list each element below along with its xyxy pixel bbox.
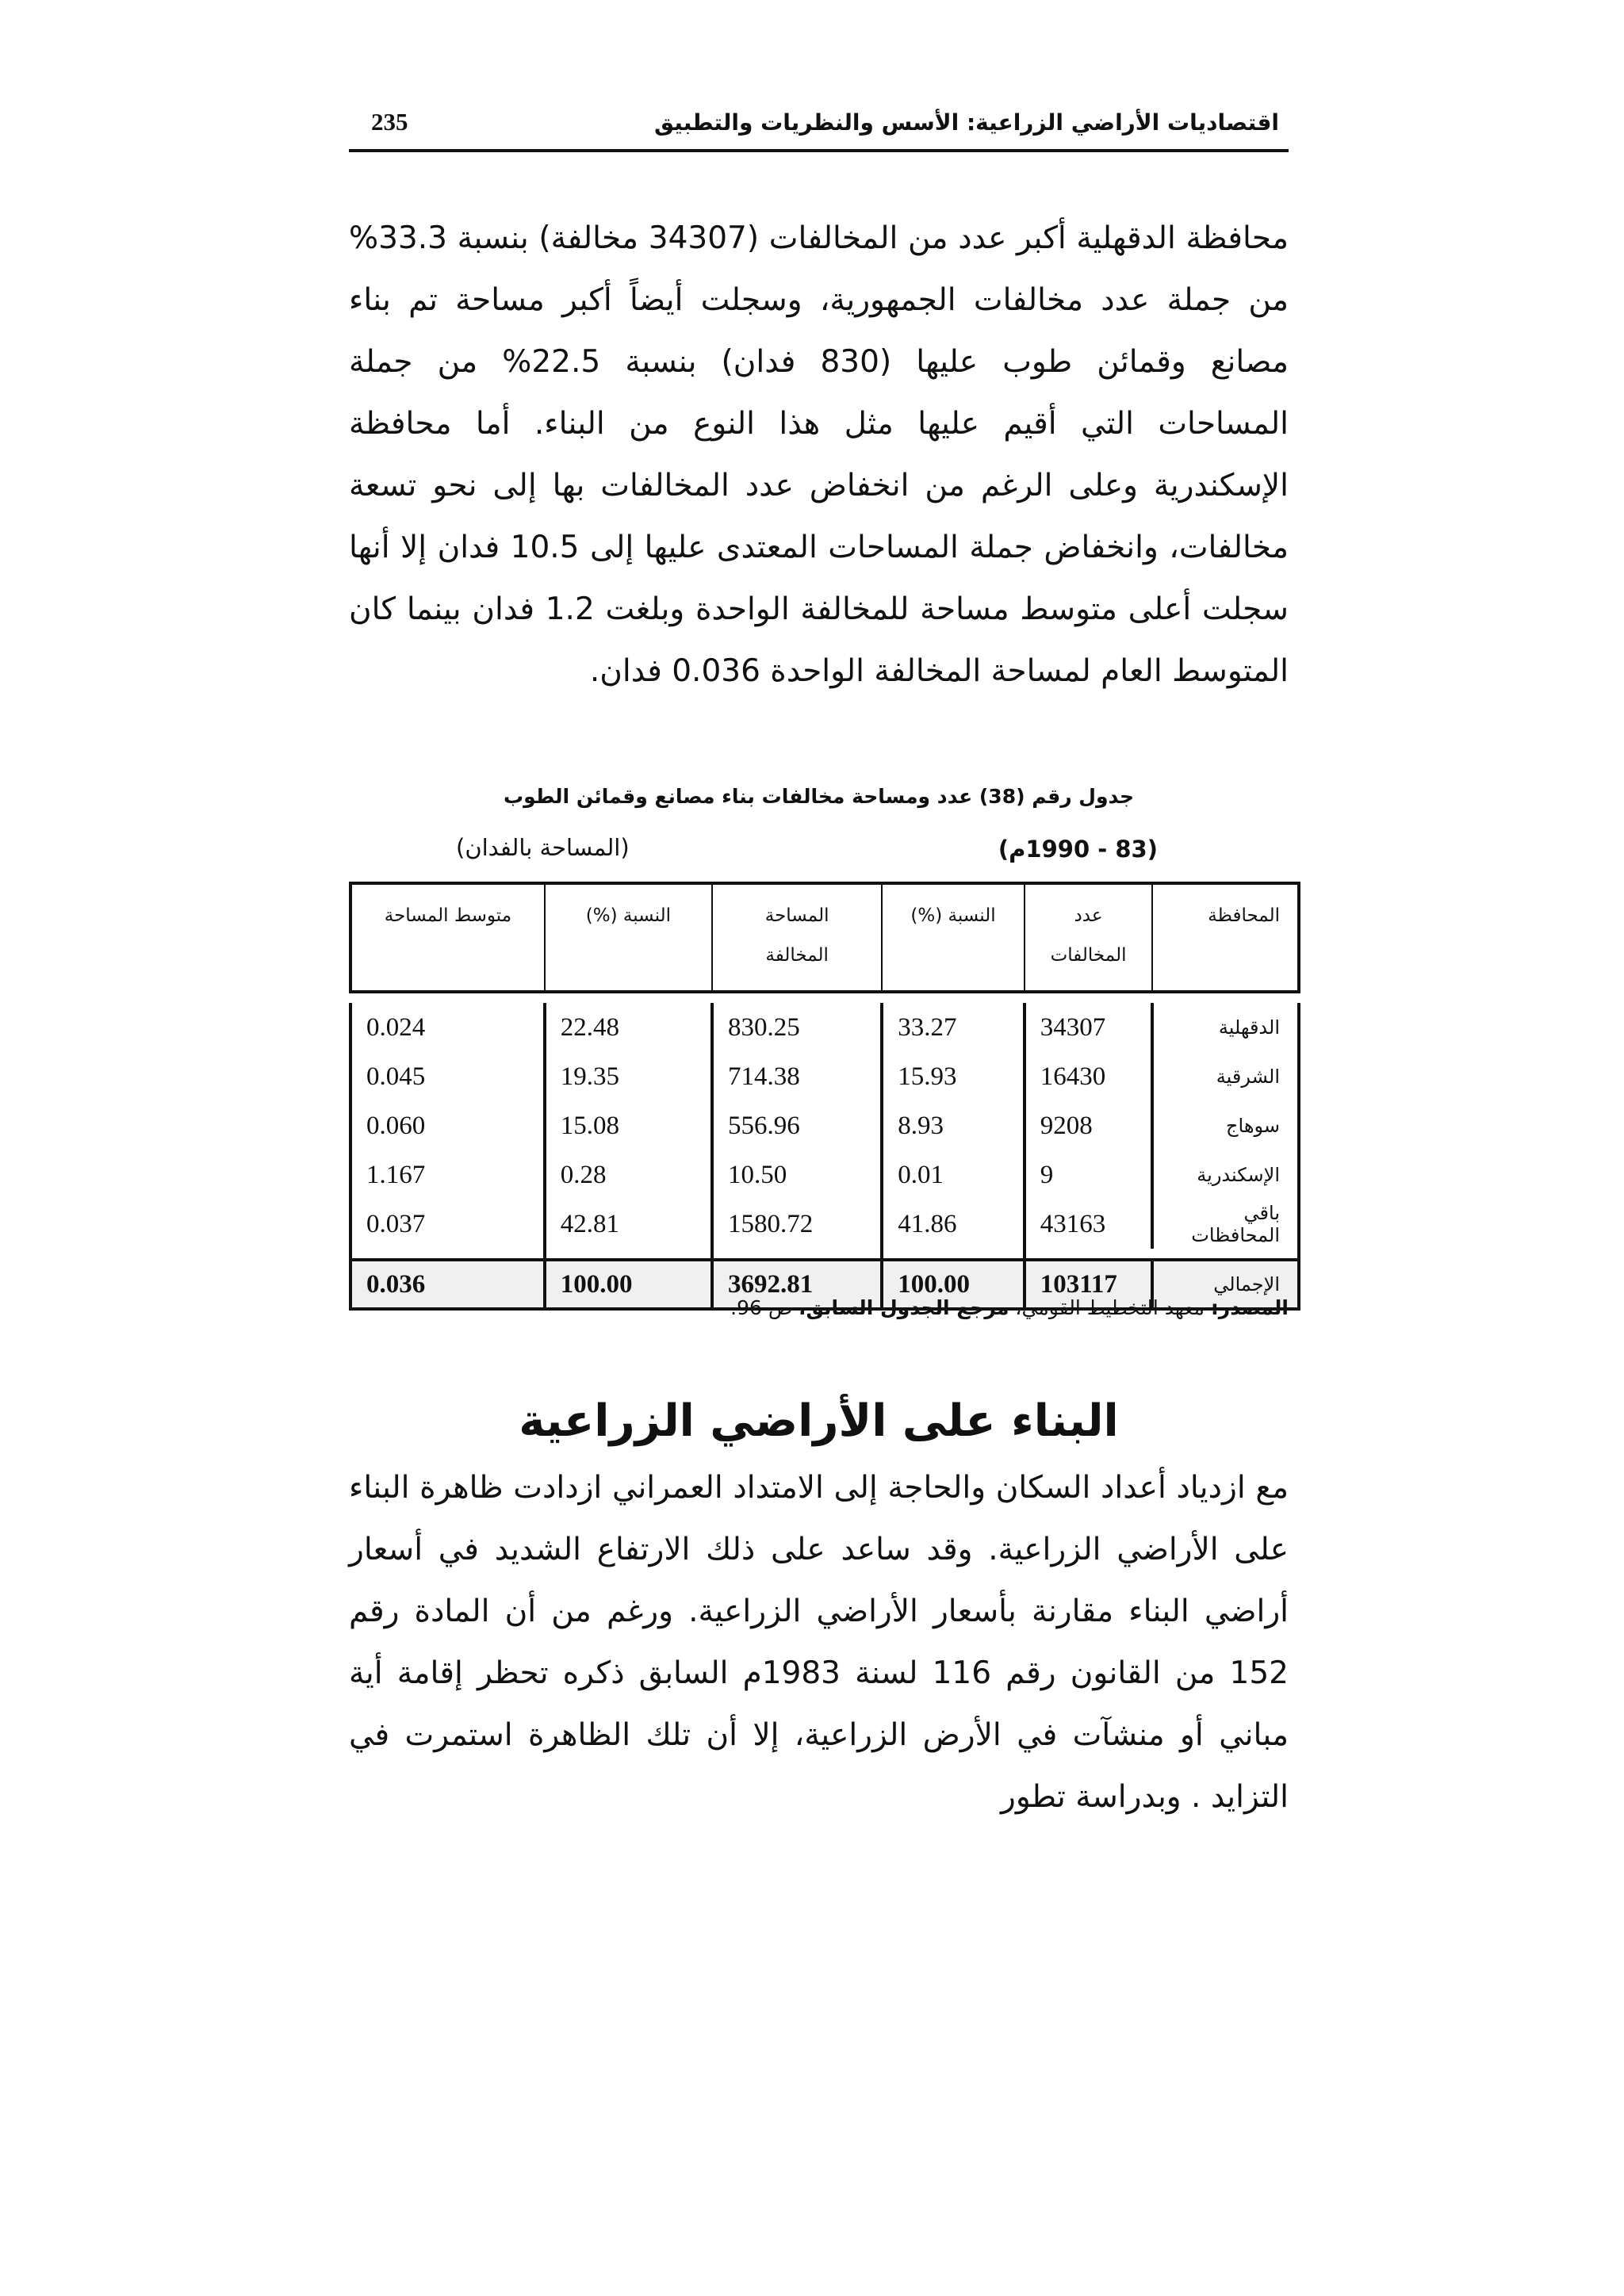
paragraph-intro: محافظة الدقهلية أكبر عدد من المخالفات (34307 مخالفة) بنسبة 33.3% من جملة عدد مخالفات الجمهورية، وسجلت أيضاً أكبر مساحة تم بناء مصانع وقمائن طوب عليها (830 فدان) بنسبة 22.5% من جملة المساحات التي أقيم عليها مثل هذا النوع من البناء. أما محافظة الإسكندرية وعلى الرغم من انخفاض عدد المخالفات بها إلى نحو تسعة مخالفات، وانخفاض جملة المساحات المعتدى عليها إلى 10.5 فدان إلا أنها سجلت أعلى متوسط مساحة للمخالفة الواحدة وبلغت 1.2 فدان بينما كان المتوسط العام لمساحة المخالفة الواحدة 0.036 فدان.: [349, 220, 1289, 689]
header-count-pct: النسبة (%): [882, 883, 1024, 992]
cell-governorate: سوهاج: [1152, 1101, 1299, 1150]
header-avg-area: متوسط المساحة: [350, 883, 545, 992]
cell-count-pct: 15.93: [882, 1052, 1024, 1101]
source-label: المصدر:: [1210, 1296, 1289, 1319]
cell-count-pct: 33.27: [882, 1003, 1024, 1052]
cell-total-avg: 0.036: [350, 1260, 545, 1309]
header-governorate: المحافظة: [1152, 883, 1299, 992]
cell-count: 9: [1025, 1150, 1153, 1200]
cell-count-pct: 0.01: [882, 1150, 1024, 1200]
cell-area-pct: 0.28: [545, 1150, 712, 1200]
cell-area: 10.50: [712, 1150, 882, 1200]
source-text: معهد التخطيط القومي،: [1015, 1296, 1205, 1319]
source-ref: مرجع الجدول السابق،: [799, 1296, 1009, 1319]
cell-area-pct: 19.35: [545, 1052, 712, 1101]
header-area-pct: النسبة (%): [545, 883, 712, 992]
cell-total-area: 3692.81: [712, 1260, 882, 1309]
cell-governorate: باقي المحافظات: [1152, 1200, 1299, 1249]
table-row: [350, 1003, 1299, 1052]
cell-area-pct: 15.08: [545, 1101, 712, 1150]
table-title: جدول رقم (38) عدد ومساحة مخالفات بناء مصانع وقمائن الطوب: [504, 785, 1134, 808]
header-count: عدد المخالفات: [1025, 883, 1153, 992]
cell-governorate: الدقهلية: [1152, 1003, 1299, 1052]
cell-area: 556.96: [712, 1101, 882, 1150]
cell-area-pct: 42.81: [545, 1200, 712, 1249]
table-spacer: [350, 1249, 1299, 1260]
running-header: [349, 101, 1289, 152]
cell-count-pct: 8.93: [882, 1101, 1024, 1150]
cell-total-area-pct: 100.00: [545, 1260, 712, 1309]
cell-count: 43163: [1025, 1200, 1153, 1249]
table-spacer: [350, 992, 1299, 1003]
cell-avg: 0.037: [350, 1200, 545, 1249]
table-subline: [349, 832, 1289, 872]
section-heading: البناء على الأراضي الزراعية: [519, 1395, 1119, 1447]
table-row: [350, 1150, 1299, 1200]
cell-area: 714.38: [712, 1052, 882, 1101]
cell-avg: 1.167: [350, 1150, 545, 1200]
cell-governorate: الإسكندرية: [1152, 1150, 1299, 1200]
cell-total-label: الإجمالي: [1152, 1260, 1299, 1309]
cell-avg: 0.045: [350, 1052, 545, 1101]
table-period: (83 - 1990م): [998, 836, 1158, 863]
header-area: المساحة المخالفة: [712, 883, 882, 992]
cell-count-pct: 41.86: [882, 1200, 1024, 1249]
table-row: [350, 1052, 1299, 1101]
paragraph-section: مع ازدياد أعداد السكان والحاجة إلى الامتداد العمراني ازدادت ظاهرة البناء على الأراضي الزراعية. وقد ساعد على ذلك الارتفاع الشديد في أسعار أراضي البناء مقارنة بأسعار الأراضي الزراعية. ورغم من أن المادة رقم 152 من القانون رقم 116 لسنة 1983م السابق ذكره تحظر إقامة أية مباني أو منشآت في الأرض الزراعية، إلا أن تلك الظاهرة استمرت في التزايد . وبدراسة تطور: [349, 1470, 1289, 1815]
cell-avg: 0.024: [350, 1003, 545, 1052]
cell-area: 830.25: [712, 1003, 882, 1052]
cell-count: 9208: [1025, 1101, 1153, 1150]
page-number: 235: [371, 108, 408, 136]
table-row: [350, 1101, 1299, 1150]
cell-governorate: الشرقية: [1152, 1052, 1299, 1101]
source-page: ص 96.: [730, 1296, 793, 1319]
cell-area: 1580.72: [712, 1200, 882, 1249]
cell-total-count: 103117: [1025, 1260, 1153, 1309]
cell-count: 34307: [1025, 1003, 1153, 1052]
table-source: [349, 1296, 1289, 1319]
table-header-row: [350, 883, 1299, 992]
cell-total-count-pct: 100.00: [882, 1260, 1024, 1309]
cell-area-pct: 22.48: [545, 1003, 712, 1052]
book-title: اقتصاديات الأراضي الزراعية: الأسس والنظريات والتطبيق: [654, 109, 1279, 136]
violations-table: [349, 882, 1300, 1311]
cell-avg: 0.060: [350, 1101, 545, 1150]
table-unit-note: (المساحة بالفدان): [456, 834, 630, 861]
cell-count: 16430: [1025, 1052, 1153, 1101]
table-row: [350, 1200, 1299, 1249]
